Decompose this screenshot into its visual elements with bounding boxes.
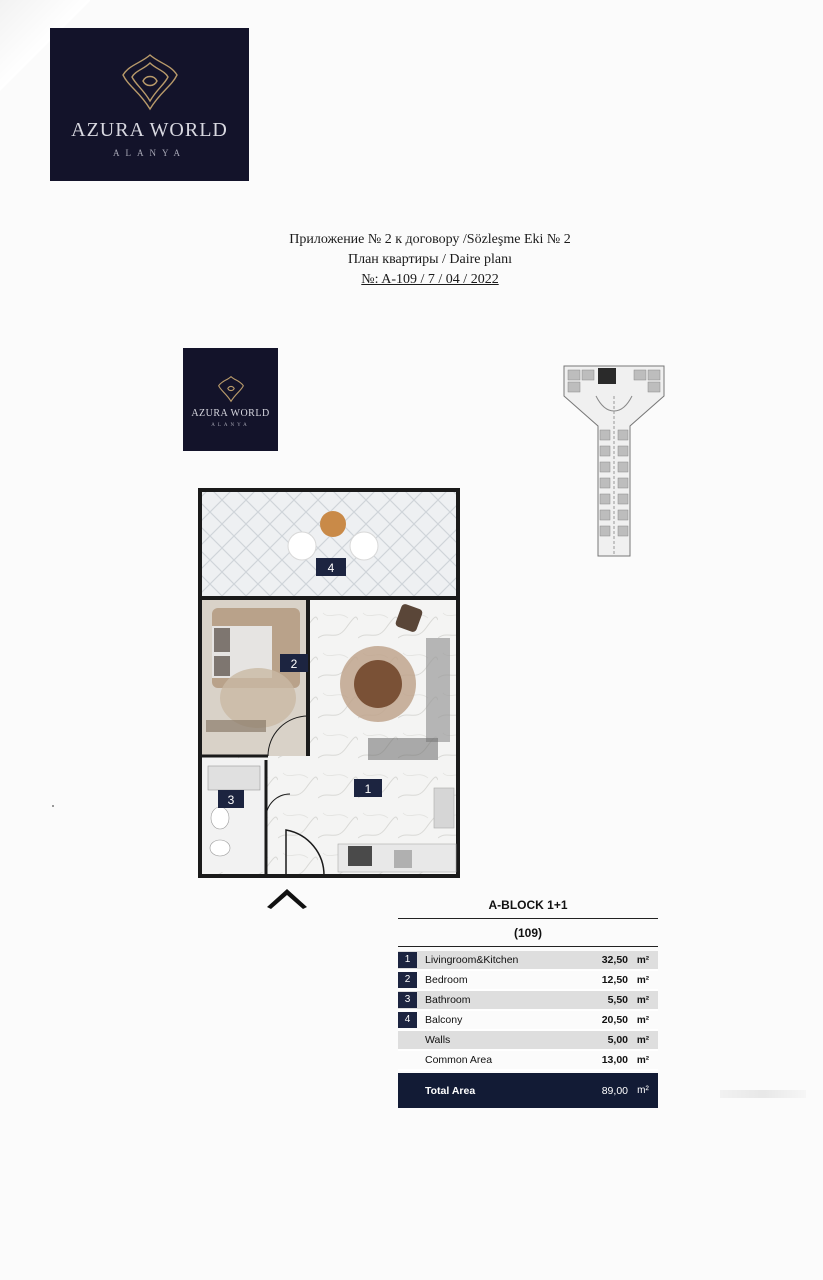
area-table	[398, 898, 658, 1108]
brand-location: ALANYA	[211, 422, 250, 428]
svg-text:1: 1	[364, 782, 372, 796]
total-row	[398, 1073, 658, 1108]
row-number: 3	[398, 992, 417, 1008]
row-number: 2	[398, 972, 417, 988]
balcony-area	[202, 492, 456, 596]
plan-title: План квартиры / Daire planı	[347, 252, 513, 267]
row-label: Bedroom	[425, 974, 468, 986]
row-label: Livingroom&Kitchen	[425, 954, 519, 966]
apartment-number: (109)	[398, 919, 658, 947]
room-marker-4	[316, 558, 346, 576]
table-row	[398, 1011, 658, 1031]
row-unit: m²	[636, 994, 650, 1006]
ornament-monogram-icon	[215, 372, 247, 406]
plan-number: №: A-109 / 7 / 04 / 2022	[361, 272, 499, 287]
ornament-monogram-icon	[115, 51, 185, 113]
azura-world-logo-plan	[183, 348, 278, 451]
row-value: 20,50	[601, 1014, 628, 1026]
row-value: 13,00	[601, 1054, 628, 1066]
brand-name: AZURA WORLD	[191, 407, 270, 419]
row-value: 32,50	[601, 954, 628, 966]
brand-location: ALANYA	[113, 148, 186, 158]
total-label: Total Area	[425, 1084, 476, 1097]
row-value: 12,50	[601, 974, 628, 986]
room-marker-1	[354, 779, 382, 797]
table-row	[398, 971, 658, 991]
azura-world-logo-top	[50, 28, 249, 181]
row-unit: m²	[636, 1034, 650, 1046]
row-label: Walls	[425, 1034, 451, 1046]
scan-speck	[52, 805, 54, 807]
svg-text:4: 4	[327, 561, 335, 575]
row-value: 5,50	[607, 994, 628, 1006]
appendix-title: Приложение № 2 к договору /Sözleşme Eki № 2	[289, 232, 571, 247]
apartment-floor-plan	[198, 488, 460, 878]
room-marker-2	[280, 654, 308, 672]
row-label: Balcony	[425, 1014, 463, 1026]
brand-name: AZURA WORLD	[71, 119, 228, 141]
room-marker-3	[218, 790, 244, 808]
document-heading	[200, 230, 660, 290]
scan-smudge	[720, 1090, 806, 1098]
table-row	[398, 951, 658, 971]
total-value: 89,00	[601, 1084, 628, 1097]
total-unit: m²	[637, 1085, 649, 1096]
row-number	[398, 1032, 417, 1048]
row-unit: m²	[636, 1014, 650, 1026]
row-unit: m²	[636, 1054, 650, 1066]
table-row	[398, 1031, 658, 1051]
row-value: 5,00	[607, 1034, 628, 1046]
svg-text:2: 2	[290, 657, 298, 671]
row-number	[398, 1052, 417, 1068]
building-site-plan	[560, 356, 668, 566]
row-label: Common Area	[425, 1054, 493, 1066]
row-number: 4	[398, 1012, 417, 1028]
table-row	[398, 991, 658, 1011]
row-unit: m²	[636, 954, 650, 966]
chevron-up-icon	[265, 881, 309, 911]
row-number: 1	[398, 952, 417, 968]
row-unit: m²	[636, 974, 650, 986]
svg-text:3: 3	[227, 793, 235, 807]
block-title: A-BLOCK 1+1	[398, 898, 658, 919]
table-row	[398, 1051, 658, 1071]
row-label: Bathroom	[425, 994, 471, 1006]
